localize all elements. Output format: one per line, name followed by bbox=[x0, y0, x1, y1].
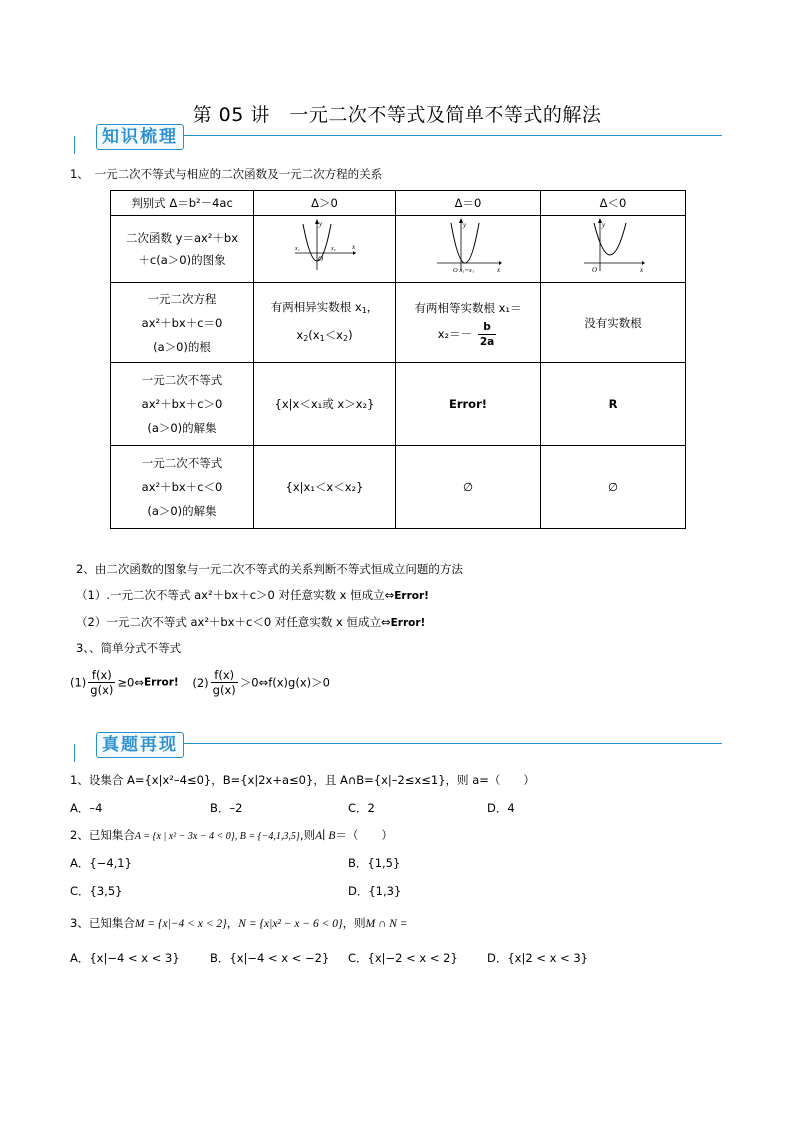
roots-pos-sub3: 2 bbox=[343, 333, 349, 343]
lt-row-label bbox=[111, 446, 254, 529]
roots-pos-sub2: 1 bbox=[319, 333, 325, 343]
graph3-origin-label: O bbox=[592, 266, 598, 273]
header-pos: Δ＞0 bbox=[254, 191, 396, 216]
section-badge: 知识梳理 bbox=[96, 124, 184, 150]
roots-pos-x2-sub: 2 bbox=[303, 333, 309, 343]
q3-stem-mid: ， bbox=[226, 916, 239, 930]
gt-zero-cell: Error! bbox=[396, 363, 541, 446]
roots-zero-line2 bbox=[399, 320, 537, 349]
q2-option-b: B．{1,5} bbox=[348, 856, 401, 870]
frac-num: b bbox=[478, 320, 496, 335]
q3-stem-math2: N = {x|x² − x − 6 < 0} bbox=[238, 918, 343, 930]
section2-rule bbox=[178, 743, 722, 744]
graph-label-line1: 二次函数 y＝ax²＋bx bbox=[125, 231, 239, 245]
item2-2 bbox=[76, 614, 425, 630]
roots-pos-text: 有两相异实数根 x bbox=[270, 299, 362, 314]
roots-zero-cell bbox=[396, 283, 541, 363]
roots-zero-fraction bbox=[478, 320, 496, 349]
lt-label-line3: (a＞0)的解集 bbox=[147, 504, 217, 518]
frac-1-num: f(x) bbox=[88, 668, 115, 683]
q3-option-b: B．{x|−4 < x < −2} bbox=[210, 951, 330, 965]
graph-x2-label: x₂ bbox=[330, 246, 336, 252]
q1-option-b: B．–2 bbox=[210, 801, 243, 815]
q3-stem bbox=[70, 915, 408, 931]
lt-label-line1: 一元二次不等式 bbox=[141, 456, 223, 470]
parabola-two-roots-graph bbox=[293, 218, 357, 272]
fraction-inequalities bbox=[70, 668, 330, 697]
frac-1-den: g(x) bbox=[90, 683, 114, 697]
roots-label-line1: 一元二次方程 bbox=[147, 291, 217, 306]
graph3-y-label: y bbox=[602, 221, 606, 229]
graph-origin-label: O bbox=[317, 255, 323, 263]
table-row-lt bbox=[111, 446, 686, 529]
header-zero: Δ＝0 bbox=[396, 191, 541, 216]
table-row-graph bbox=[111, 216, 686, 283]
graph-pos-cell bbox=[254, 216, 396, 283]
header-neg: Δ＜0 bbox=[541, 191, 686, 216]
item2-2-text: （2）一元二次不等式 ax²＋bx＋c＜0 对任意实数 x 恒成立⇔ bbox=[76, 615, 391, 629]
q3-stem-math3: M ∩ N = bbox=[365, 918, 408, 930]
frac-1 bbox=[88, 668, 115, 697]
gt-label-line1: 一元二次不等式 bbox=[141, 373, 223, 387]
roots-zero-line1: 有两相等实数根 x₁＝ bbox=[414, 301, 522, 315]
lt-label-line2: ax²＋bx＋c＜0 bbox=[141, 480, 223, 494]
q2-stem-math: A = {x | x² − 3x − 4 < 0}, B = {−4,1,3,5} bbox=[134, 831, 300, 842]
frac-den: 2a bbox=[479, 336, 495, 348]
lt-zero-cell: ∅ bbox=[396, 446, 541, 529]
roots-zero-pre: x₂＝－ bbox=[437, 327, 473, 341]
table-row-gt bbox=[111, 363, 686, 446]
item2-1-error: Error! bbox=[394, 590, 429, 602]
parabola-one-root-graph bbox=[433, 217, 503, 273]
q2-stem-post: ＝（ ） bbox=[335, 828, 393, 842]
graph3-x-label: x bbox=[640, 266, 644, 273]
item3-heading: 3、、简单分式不等式 bbox=[76, 641, 182, 655]
q2-option-a: A．{−4,1} bbox=[70, 856, 132, 870]
page-title: 第 05 讲 一元二次不等式及简单不等式的解法 bbox=[192, 104, 602, 126]
roots-pos-line1 bbox=[257, 295, 392, 323]
gt-label-line3: (a＞0)的解集 bbox=[147, 421, 217, 435]
item2-1-text: （1）.一元二次不等式 ax²＋bx＋c＞0 对任意实数 x 恒成立⇔ bbox=[76, 588, 395, 602]
frac-rel-2: ＞0⇔f(x)g(x)＞0 bbox=[239, 675, 330, 690]
q3-stem-post: ，则 bbox=[342, 916, 366, 930]
graph-row-label bbox=[111, 216, 254, 283]
roots-pos-mid: (x bbox=[308, 327, 320, 342]
graph-x-label: x bbox=[351, 243, 355, 251]
section-header-knowledge bbox=[70, 124, 722, 152]
roots-label-line3: (a＞0)的根 bbox=[153, 339, 211, 354]
q3-stem-math: M = {x|−4 < x < 2} bbox=[134, 918, 227, 930]
lt-pos-cell: {x|x₁＜x＜x₂} bbox=[254, 446, 396, 529]
section-header-exam bbox=[70, 732, 722, 760]
frac-label-1: (1) bbox=[70, 675, 87, 690]
section2-badge: 真题再现 bbox=[96, 732, 184, 758]
graph2-y-label: y bbox=[463, 221, 467, 229]
q1-stem: 1、设集合 A={x|x²–4≤0}，B={x|2x+a≤0}，且 A∩B={x|–2≤x≤1}，则 a=（ ） bbox=[70, 773, 535, 787]
item2-heading: 2、由二次函数的图象与一元二次不等式的关系判断不等式恒成立问题的方法 bbox=[76, 562, 463, 576]
frac-label-2: (2) bbox=[192, 675, 209, 690]
q1-option-d: D．4 bbox=[487, 801, 515, 815]
item1-heading: 1、 一元二次不等式与相应的二次函数及一元二次方程的关系 bbox=[70, 167, 383, 181]
frac-error: Error! bbox=[143, 676, 179, 689]
q2-stem-math2: A∣ B bbox=[315, 830, 336, 842]
gt-row-label bbox=[111, 363, 254, 446]
item2-1 bbox=[76, 587, 429, 603]
graph-neg-cell bbox=[541, 216, 686, 283]
graph2-origin-label: O x₁=x₂ bbox=[453, 267, 474, 273]
item2-2-error: Error! bbox=[390, 617, 426, 629]
q2-stem-mid: ,则 bbox=[299, 828, 316, 842]
relation-table bbox=[110, 190, 686, 529]
frac-2-num: f(x) bbox=[211, 668, 238, 683]
q2-stem-pre: 2、已知集合 bbox=[70, 828, 135, 842]
roots-neg-cell: 没有实数根 bbox=[541, 283, 686, 363]
q1-option-a: A．–4 bbox=[70, 801, 103, 815]
roots-pos-line2 bbox=[257, 323, 392, 351]
q2-stem bbox=[70, 827, 393, 843]
roots-pos-mid2: ＜x bbox=[324, 327, 343, 342]
graph-label-line2: ＋c(a＞0)的图象 bbox=[138, 253, 226, 267]
lt-neg-cell: ∅ bbox=[541, 446, 686, 529]
q2-option-d: D．{1,3} bbox=[348, 884, 402, 898]
frac-2 bbox=[211, 668, 238, 697]
q3-option-a: A．{x|−4 < x < 3} bbox=[70, 951, 180, 965]
graph2-x-label: x bbox=[497, 266, 501, 273]
gt-pos-cell: {x|x＜x₁或 x＞x₂} bbox=[254, 363, 396, 446]
gt-neg-cell: R bbox=[541, 363, 686, 446]
parabola-no-root-graph bbox=[580, 217, 646, 273]
q1-option-c: C．2 bbox=[348, 801, 375, 815]
roots-pos-cell bbox=[254, 283, 396, 363]
roots-pos-tail: ， bbox=[366, 299, 379, 314]
roots-pos-close: ) bbox=[348, 327, 353, 342]
section-rule bbox=[178, 135, 722, 136]
graph-zero-cell bbox=[396, 216, 541, 283]
gt-label-line2: ax²＋bx＋c＞0 bbox=[141, 397, 223, 411]
graph-y-label: y bbox=[318, 220, 322, 228]
graph-x1-label: x₁ bbox=[294, 246, 300, 252]
section-rule-vertical bbox=[74, 136, 75, 154]
roots-pos-x2: x bbox=[296, 327, 304, 342]
table-row-roots bbox=[111, 283, 686, 363]
q2-option-c: C．{3,5} bbox=[70, 884, 123, 898]
frac-2-den: g(x) bbox=[212, 683, 236, 697]
frac-rel-1: ≥0⇔ bbox=[117, 675, 144, 690]
roots-row-label bbox=[111, 283, 254, 363]
header-discriminant: 判别式 Δ＝b²－4ac bbox=[111, 191, 254, 216]
q3-option-c: C．{x|−2 < x < 2} bbox=[348, 951, 458, 965]
q3-stem-pre: 3、已知集合 bbox=[70, 916, 135, 930]
roots-pos-sub: 1 bbox=[361, 305, 367, 315]
section2-rule-vertical bbox=[74, 744, 75, 762]
table-header-row bbox=[111, 191, 686, 216]
roots-label-line2: ax²＋bx＋c＝0 bbox=[141, 315, 223, 330]
q3-option-d: D．{x|2 < x < 3} bbox=[487, 951, 589, 965]
